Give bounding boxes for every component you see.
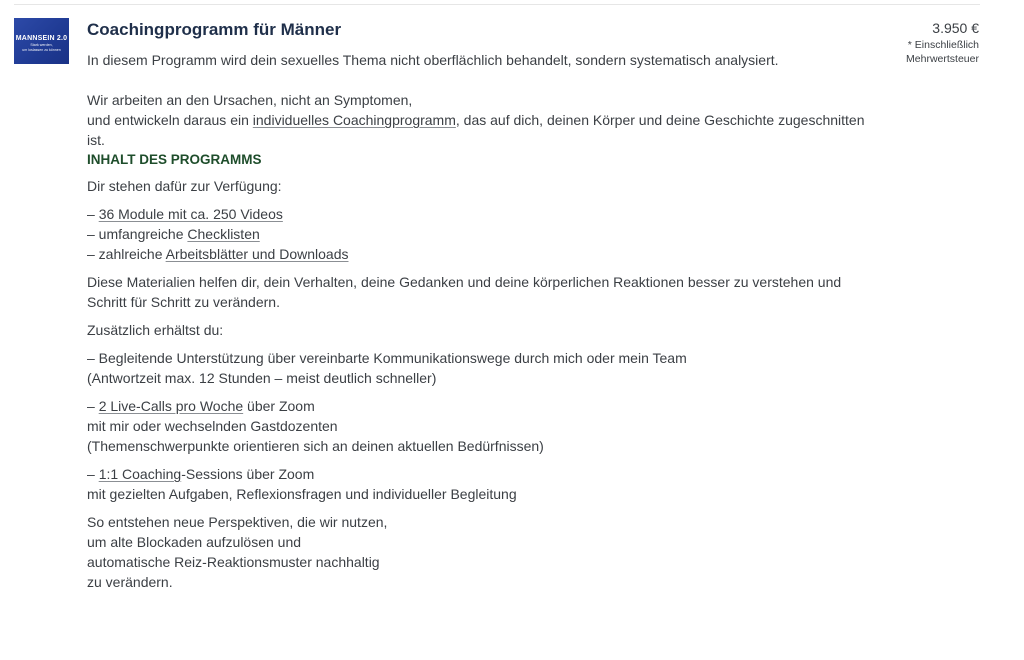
live-suffix: über Zoom — [243, 398, 315, 414]
section-heading: INHALT DES PROGRAMMS — [87, 152, 262, 167]
causes-paragraph — [87, 90, 887, 150]
causes-line-2-before: und entwickeln daraus ein — [87, 112, 253, 128]
resource-item-modules — [87, 204, 887, 224]
coaching-prefix: – — [87, 466, 99, 482]
vat-note-line-2: Mehrwertsteuer — [906, 53, 979, 65]
materials-line-1: Diese Materialien helfen dir, dein Verhalten, deine Gedanken und deine körperlichen Reaktionen besser zu verstehen und — [87, 274, 842, 290]
materials-line-2: Schritt für Schritt zu verändern. — [87, 294, 280, 310]
causes-line-2 — [87, 110, 887, 130]
causes-line-3: ist. — [87, 132, 105, 148]
product-title: Coachingprogramm für Männer — [87, 20, 342, 39]
worksheets-downloads-link[interactable]: Arbeitsblätter und Downloads — [165, 246, 349, 262]
additional-intro: Zusätzlich erhältst du: — [87, 322, 224, 338]
resource-item-checklists — [87, 224, 887, 244]
live-calls-line-1 — [87, 396, 887, 416]
price-box — [906, 18, 979, 66]
thumbnail-subtitle-1: Stark werden, — [30, 43, 53, 47]
causes-line-1: Wir arbeiten an den Ursachen, nicht an Symptomen, — [87, 92, 413, 108]
closing-line-2: um alte Blockaden aufzulösen und — [87, 534, 302, 550]
coaching-line-2: mit gezielten Aufgaben, Reflexionsfragen und individueller Begleitung — [87, 486, 517, 502]
closing-paragraph — [87, 512, 887, 592]
resource-prefix: – zahlreiche — [87, 246, 166, 262]
top-divider — [14, 4, 980, 5]
support-paragraph — [87, 348, 887, 388]
product-description — [87, 18, 887, 592]
live-calls-link[interactable]: 2 Live-Calls pro Woche — [98, 398, 244, 414]
coaching-line-1 — [87, 464, 887, 484]
thumbnail-subtitle-2: um loslassen zu können — [22, 47, 61, 52]
individual-coaching-link[interactable]: individuelles Coachingprogramm — [252, 112, 456, 128]
live-calls-line-3: (Themenschwerpunkte orientieren sich an deinen aktuellen Bedürfnissen) — [87, 438, 544, 454]
closing-line-3: automatische Reiz-Reaktionsmuster nachhaltig — [87, 554, 380, 570]
intro-text: In diesem Programm wird dein sexuelles Thema nicht oberflächlich behandelt, sondern systematisch analysiert. — [87, 52, 779, 68]
resource-prefix: – umfangreiche — [87, 226, 188, 242]
resource-prefix: – — [87, 206, 99, 222]
live-calls-paragraph — [87, 396, 887, 456]
checklists-link[interactable]: Checklisten — [187, 226, 260, 242]
closing-line-1: So entstehen neue Perspektiven, die wir nutzen, — [87, 514, 388, 530]
vat-note-line-1: * Einschließlich — [907, 39, 979, 51]
price-amount: 3.950 € — [932, 20, 979, 36]
support-line-1: – Begleitende Unterstützung über vereinbarte Kommunikationswege durch mich oder mein Team — [87, 350, 687, 366]
closing-line-4: zu verändern. — [87, 574, 173, 590]
live-calls-line-2: mit mir oder wechselnden Gastdozenten — [87, 418, 338, 434]
coaching-suffix: -Sessions über Zoom — [181, 466, 315, 482]
thumbnail-title: MANNSEIN 2.0 — [15, 35, 68, 42]
available-intro: Dir stehen dafür zur Verfügung: — [87, 178, 282, 194]
support-line-2: (Antwortzeit max. 12 Stunden – meist deutlich schneller) — [87, 370, 437, 386]
resource-item-worksheets — [87, 244, 887, 264]
materials-paragraph — [87, 272, 887, 312]
modules-videos-link[interactable]: 36 Module mit ca. 250 Videos — [98, 206, 283, 222]
resource-list — [87, 204, 887, 264]
one-on-one-coaching-link[interactable]: 1:1 Coaching — [98, 466, 182, 482]
product-thumbnail[interactable] — [14, 18, 69, 64]
live-prefix: – — [87, 398, 99, 414]
causes-line-2-after: , das auf dich, deinen Körper und deine Geschichte zugeschnitten — [455, 112, 865, 128]
coaching-paragraph — [87, 464, 887, 504]
